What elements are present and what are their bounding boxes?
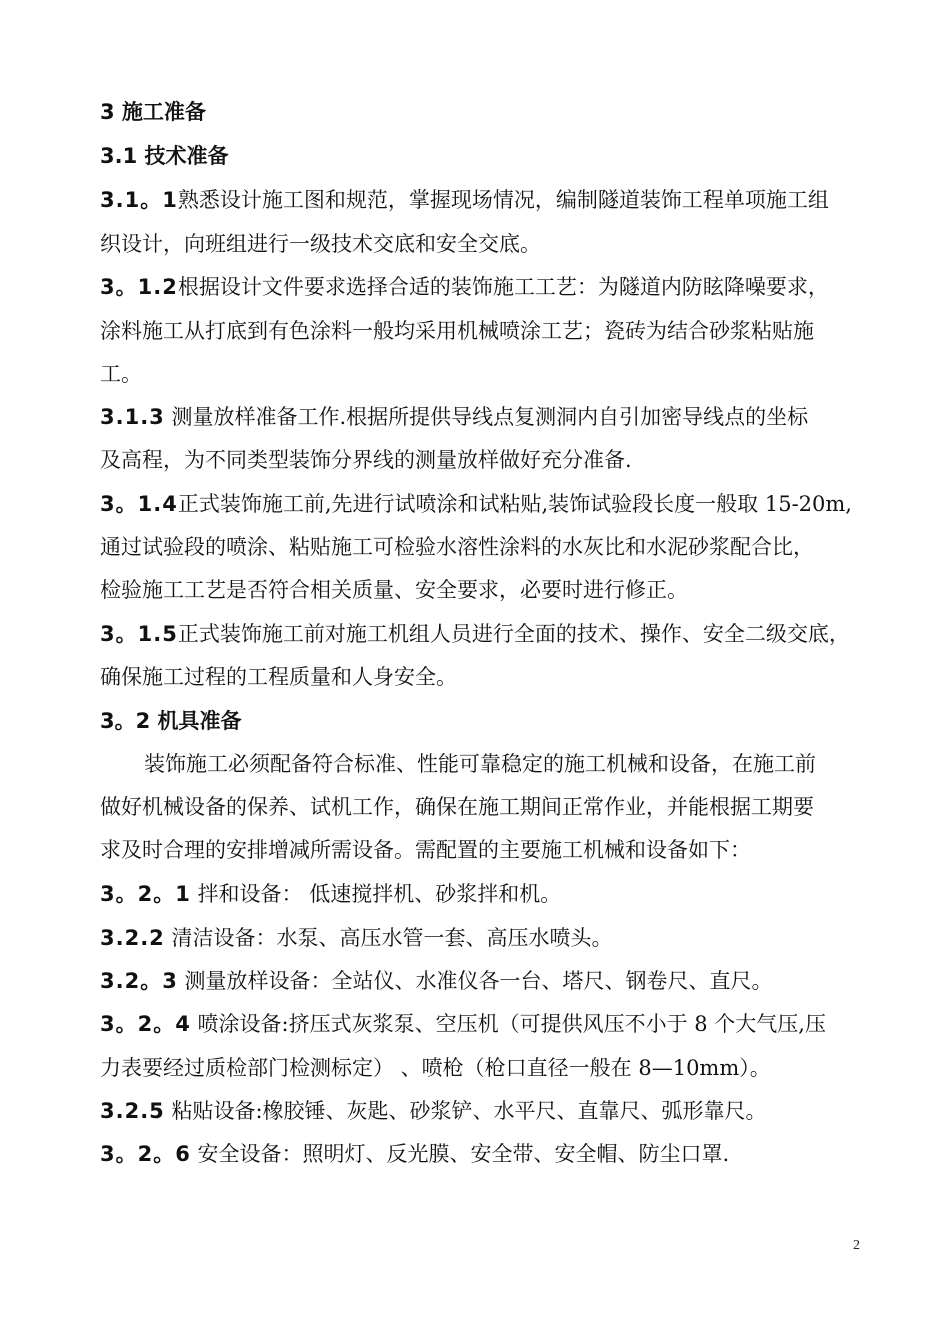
clause-text: 喷涂设备:挤压式灰浆泵、空压机（可提供风压不小于 8 个大气压,压 <box>190 1012 826 1036</box>
clause-number: 3。1.4 <box>100 492 178 516</box>
section-heading-3-1: 3.1 技术准备 <box>100 144 229 168</box>
clause-text: 测量放样设备：全站仪、水准仪各一台、塔尺、钢卷尺、直尺。 <box>177 969 773 993</box>
clause-number: 3。2。1 <box>100 882 191 906</box>
paragraph-3-1-3-line-2: 及高程，为不同类型装饰分界线的测量放样做好充分准备. <box>100 448 632 472</box>
clause-number: 3.1。1 <box>100 188 178 212</box>
paragraph-3-1-2-line-1 <box>100 273 870 301</box>
paragraph-3-1-2-line-3: 工。 <box>100 362 142 386</box>
clause-text: 正式装饰施工前对施工机组人员进行全面的技术、操作、安全二级交底， <box>177 622 850 646</box>
clause-text: 正式装饰施工前,先进行试喷涂和试粘贴,装饰试验段长度一般取 15-20m, <box>177 492 852 516</box>
clause-number: 3。2。4 <box>100 1012 191 1036</box>
item-3-2-2 <box>100 924 870 952</box>
section-heading-3: 3 施工准备 <box>100 100 206 124</box>
page-number: 2 <box>853 1238 860 1253</box>
clause-number: 3.2.5 <box>100 1099 165 1123</box>
clause-text: 拌和设备： 低速搅拌机、砂浆拌和机。 <box>190 882 562 906</box>
item-3-2-5 <box>100 1097 870 1125</box>
clause-text: 测量放样准备工作.根据所提供导线点复测洞内自引加密导线点的坐标 <box>164 405 809 429</box>
item-3-2-1 <box>100 880 870 908</box>
paragraph-3-1-3-line-1 <box>100 403 870 431</box>
clause-number: 3。1.5 <box>100 622 178 646</box>
section-heading-3-2: 3。2 机具准备 <box>100 709 242 733</box>
clause-number: 3.2.2 <box>100 926 165 950</box>
item-3-2-6 <box>100 1140 870 1168</box>
clause-text: 熟悉设计施工图和规范，掌握现场情况，编制隧道装饰工程单项施工组 <box>177 188 829 212</box>
paragraph-3-1-1-line-1 <box>100 186 870 214</box>
item-3-2-4-line-2: 力表要经过质检部门检测标定） 、喷枪（枪口直径一般在 8—10mm）。 <box>100 1056 771 1080</box>
paragraph-3-1-5-line-2: 确保施工过程的工程质量和人身安全。 <box>100 665 457 689</box>
clause-number: 3.2。3 <box>100 969 178 993</box>
paragraph-3-1-1-line-2: 织设计，向班组进行一级技术交底和安全交底。 <box>100 232 541 256</box>
clause-text: 根据设计文件要求选择合适的装饰施工工艺：为隧道内防眩降噪要求， <box>177 275 829 299</box>
clause-number: 3。2。6 <box>100 1142 191 1166</box>
paragraph-3-1-2-line-2: 涂料施工从打底到有色涂料一般均采用机械喷涂工艺；瓷砖为结合砂浆粘贴施 <box>100 319 814 343</box>
clause-text: 粘贴设备:橡胶锤、灰匙、砂浆铲、水平尺、直靠尺、弧形靠尺。 <box>164 1099 767 1123</box>
paragraph-3-1-5-line-1 <box>100 620 870 648</box>
paragraph-3-2-line-2: 做好机械设备的保养、试机工作，确保在施工期间正常作业，并能根据工期要 <box>100 795 814 819</box>
paragraph-3-1-4-line-3: 检验施工工艺是否符合相关质量、安全要求，必要时进行修正。 <box>100 578 688 602</box>
paragraph-3-2-line-1: 装饰施工必须配备符合标准、性能可靠稳定的施工机械和设备，在施工前 <box>144 752 816 776</box>
item-3-2-4-line-1 <box>100 1010 870 1038</box>
clause-number: 3。1.2 <box>100 275 178 299</box>
clause-number: 3.1.3 <box>100 405 165 429</box>
item-3-2-3 <box>100 967 870 995</box>
paragraph-3-1-4-line-1 <box>100 490 870 518</box>
clause-text: 安全设备：照明灯、反光膜、安全带、安全帽、防尘口罩. <box>190 1142 730 1166</box>
paragraph-3-2-line-3: 求及时合理的安排增减所需设备。需配置的主要施工机械和设备如下： <box>100 838 751 862</box>
clause-text: 清洁设备：水泵、高压水管一套、高压水喷头。 <box>164 926 613 950</box>
paragraph-3-1-4-line-2: 通过试验段的喷涂、粘贴施工可检验水溶性涂料的水灰比和水泥砂浆配合比， <box>100 535 814 559</box>
